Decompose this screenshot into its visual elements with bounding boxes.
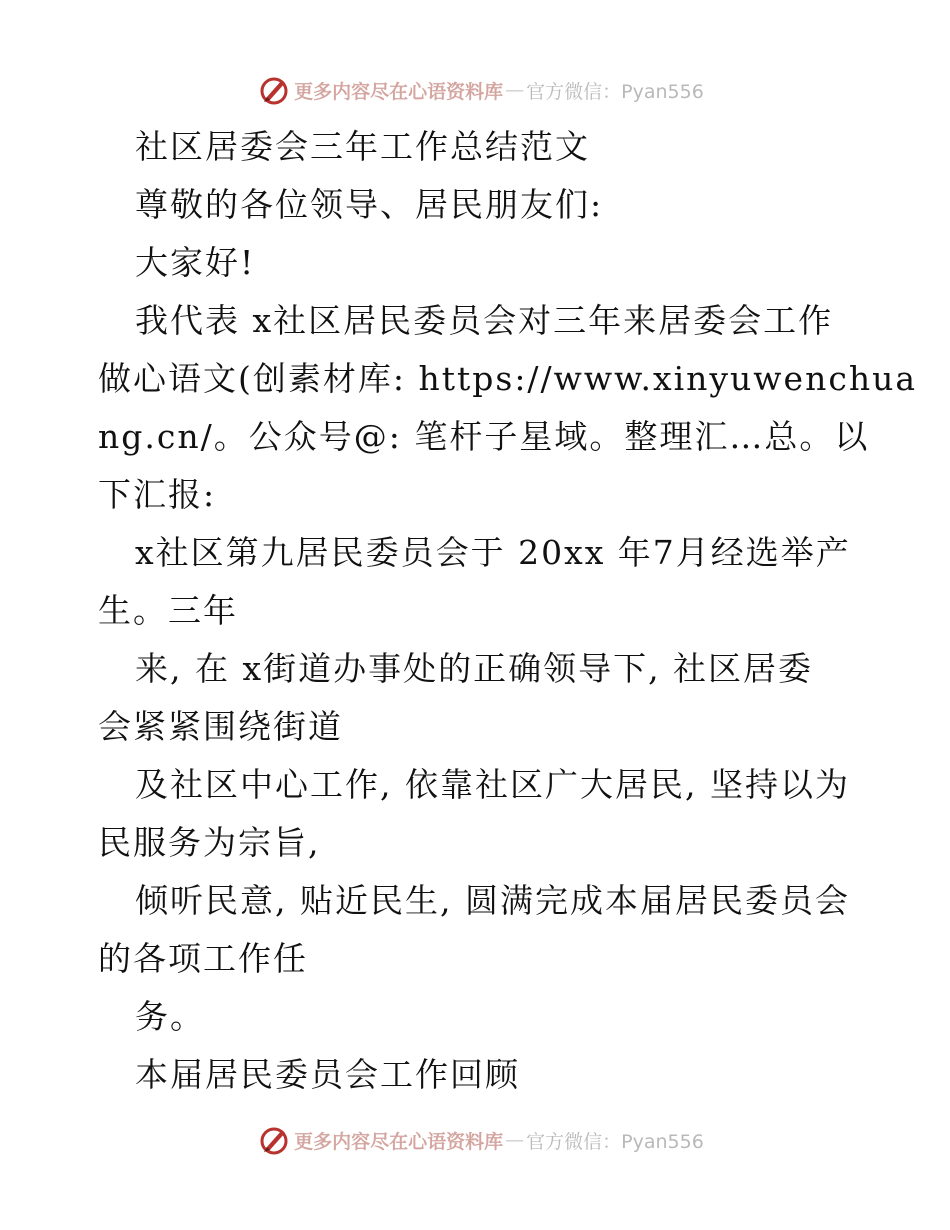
footer-banner bbox=[0, 1120, 950, 1160]
paragraph-line: 生。三年 bbox=[98, 591, 238, 630]
paragraph-line: 的各项工作任 bbox=[98, 939, 308, 978]
quill-pen-circle-icon bbox=[258, 1124, 290, 1156]
paragraph-line: 我代表 x社区居民委员会对三年来居委会工作 bbox=[135, 301, 834, 340]
paragraph-line: 做心语文(创素材库: https://www.xinyuwenchua bbox=[98, 359, 917, 398]
paragraph-line: 及社区中心工作, 依靠社区广大居民, 坚持以为 bbox=[135, 765, 850, 804]
banner-text: 更多内容尽在心语资料库 bbox=[294, 1130, 504, 1153]
paragraph-line: 下汇报: bbox=[98, 475, 217, 514]
quill-pen-circle-icon bbox=[258, 74, 290, 106]
paragraph-line: x社区第九居民委员会于 20xx 年7月经选举产 bbox=[135, 533, 851, 572]
greeting: 大家好! bbox=[135, 243, 256, 282]
banner-separator: — bbox=[505, 1129, 525, 1151]
banner-separator: — bbox=[505, 79, 525, 101]
paragraph-line: 民服务为宗旨, bbox=[98, 823, 321, 862]
banner-text: 更多内容尽在心语资料库 bbox=[294, 80, 504, 103]
banner-contact: 官方微信：Pyan556 bbox=[526, 1130, 704, 1153]
document-title: 社区居委会三年工作总结范文 bbox=[135, 127, 590, 166]
banner-contact: 官方微信：Pyan556 bbox=[526, 80, 704, 103]
paragraph-line: 来, 在 x街道办事处的正确领导下, 社区居委 bbox=[135, 649, 814, 688]
header-banner bbox=[0, 70, 950, 110]
paragraph-line: 倾听民意, 贴近民生, 圆满完成本届居民委员会 bbox=[135, 881, 850, 920]
paragraph-line: 务。 bbox=[135, 997, 205, 1036]
paragraph-line: 会紧紧围绕街道 bbox=[98, 707, 343, 746]
paragraph-line: ng.cn/。公众号@: 笔杆子星域。整理汇…总。以 bbox=[98, 417, 870, 456]
salutation: 尊敬的各位领导、居民朋友们: bbox=[135, 185, 604, 224]
section-heading: 本届居民委员会工作回顾 bbox=[135, 1055, 520, 1094]
